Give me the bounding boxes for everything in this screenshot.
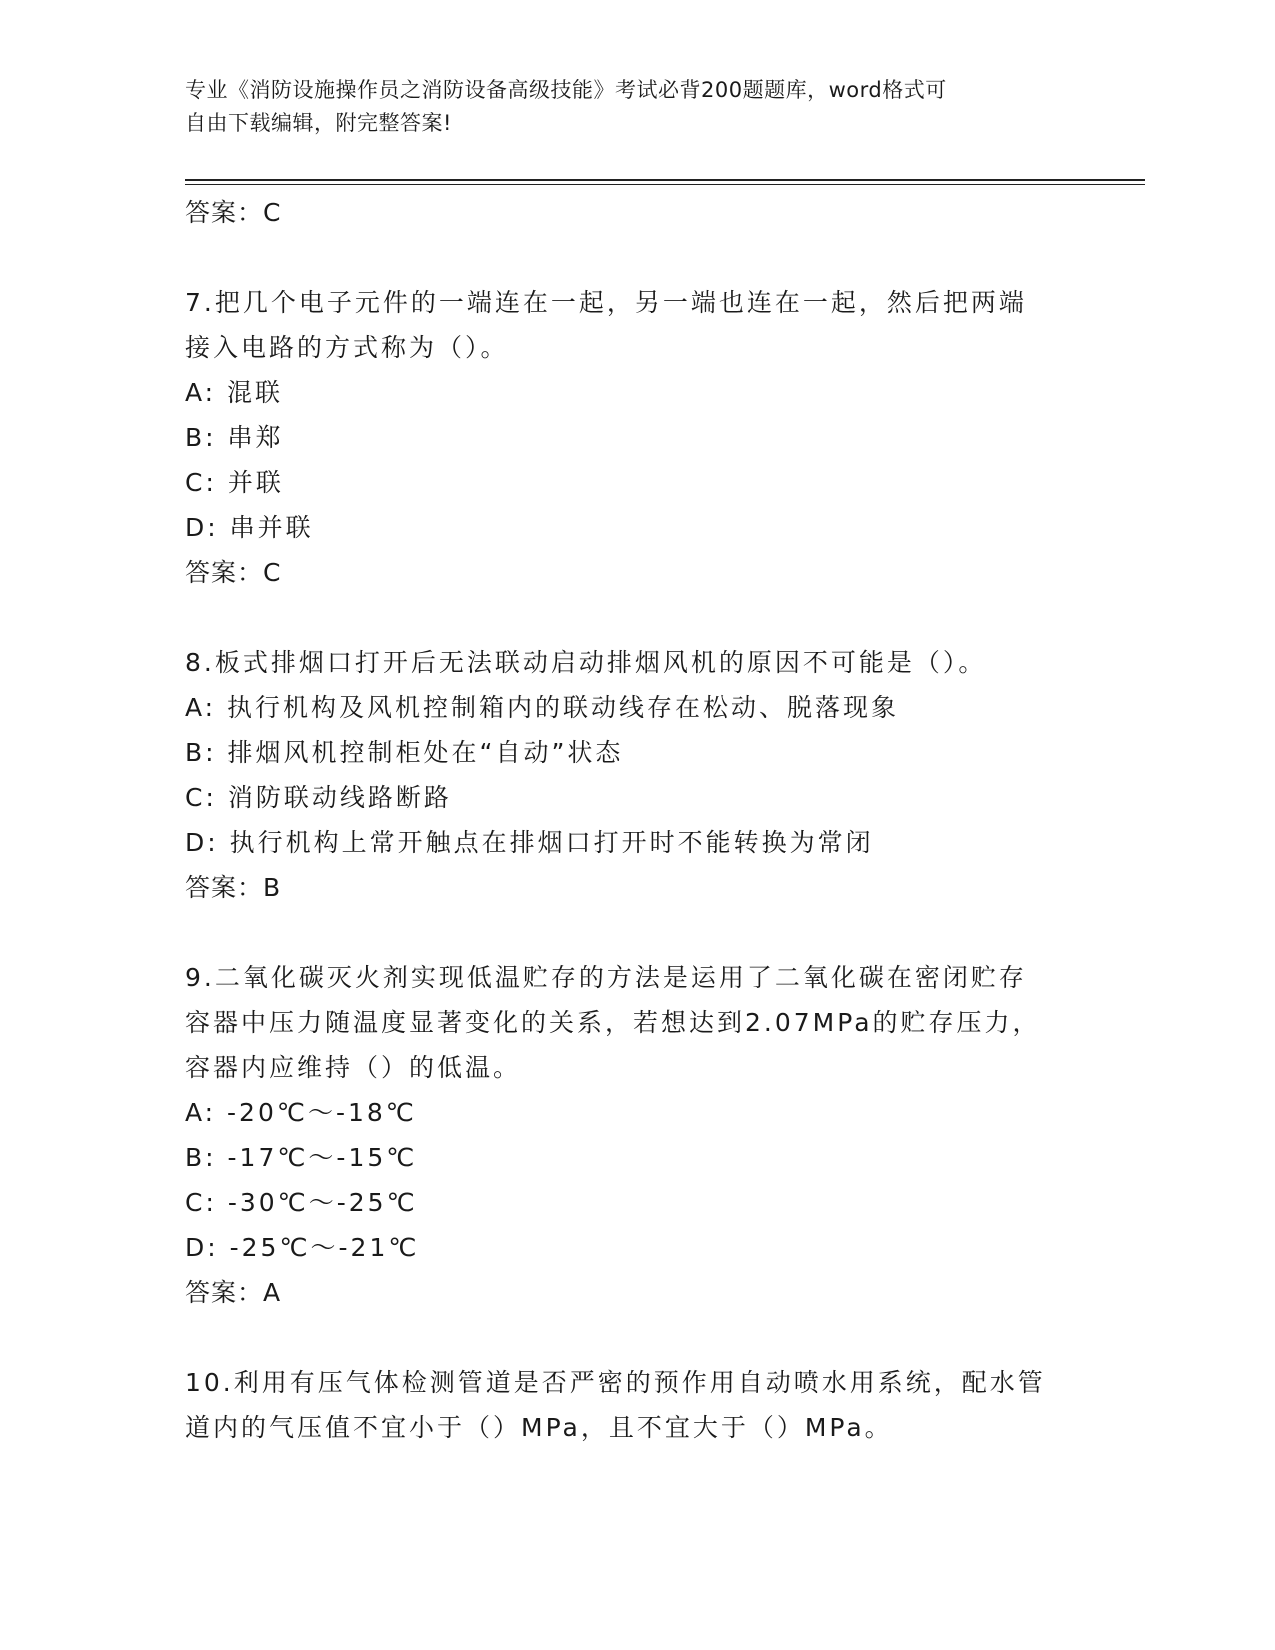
spacer [185,910,1085,955]
option-d: D: 串并联 [185,513,314,542]
option-c: C: 并联 [185,468,284,497]
header-line-2: 自由下载编辑，附完整答案! [185,111,452,135]
question-stem-line: 道内的气压值不宜小于（）MPa，且不宜大于（）MPa。 [185,1413,893,1442]
answer-line: 答案：B [185,873,282,902]
document-header [185,74,1065,140]
question-stem-line: 容器内应维持（）的低温。 [185,1053,522,1082]
option-a: A: 混联 [185,378,284,407]
option-c: C: -30℃～-25℃ [185,1188,418,1217]
question-block [185,1360,1085,1450]
question-stem-line: 8.板式排烟口打开后无法联动启动排烟风机的原因不可能是（）。 [185,648,987,677]
document-body [185,190,1085,1450]
question-block [185,280,1085,595]
option-d: D: -25℃～-21℃ [185,1233,420,1262]
option-d: D: 执行机构上常开触点在排烟口打开时不能转换为常闭 [185,828,874,857]
option-a: A: 执行机构及风机控制箱内的联动线存在松动、脱落现象 [185,693,900,722]
option-b: B: -17℃～-15℃ [185,1143,418,1172]
question-stem-line: 9.二氧化碳灭火剂实现低温贮存的方法是运用了二氧化碳在密闭贮存 [185,963,1027,992]
spacer [185,235,1085,280]
option-c: C: 消防联动线路断路 [185,783,452,812]
question-block [185,640,1085,910]
header-divider-thick [185,179,1145,181]
question-stem-line: 容器中压力随温度显著变化的关系，若想达到2.07MPa的贮存压力， [185,1008,1041,1037]
header-divider-thin [185,184,1145,185]
spacer [185,595,1085,640]
option-b: B: 排烟风机控制柜处在“自动”状态 [185,738,624,767]
spacer [185,1315,1085,1360]
option-b: B: 串郑 [185,423,284,452]
answer-line: 答案：C [185,198,282,227]
question-stem-line: 7.把几个电子元件的一端连在一起，另一端也连在一起，然后把两端 [185,288,1027,317]
option-a: A: -20℃～-18℃ [185,1098,417,1127]
answer-line: 答案：A [185,1278,282,1307]
question-block [185,955,1085,1315]
question-stem-line: 10.利用有压气体检测管道是否严密的预作用自动喷水用系统，配水管 [185,1368,1046,1397]
answer-line: 答案：C [185,558,282,587]
header-line-1: 专业《消防设施操作员之消防设备高级技能》考试必背200题题库，word格式可 [185,78,947,102]
question-stem-line: 接入电路的方式称为（）。 [185,333,509,362]
